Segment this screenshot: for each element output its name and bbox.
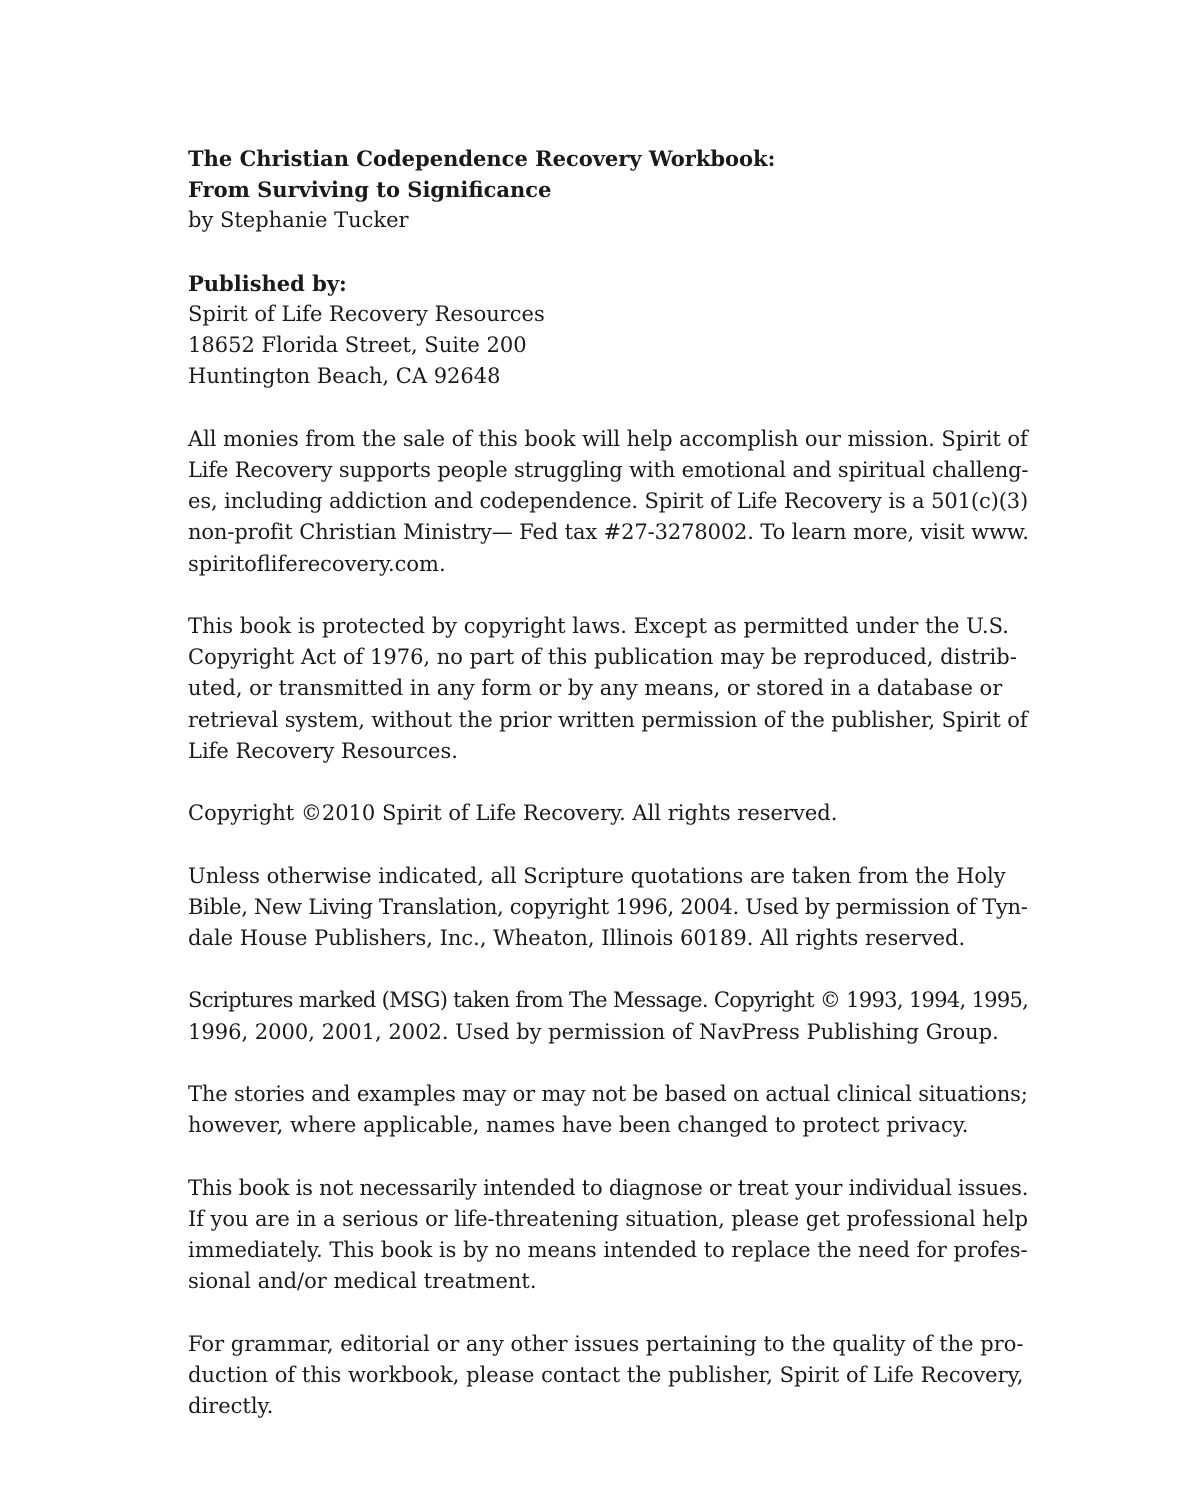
publisher-address-line1: 18652 Florida Street, Suite 200: [188, 333, 527, 358]
text-line: dale House Publishers, Inc., Wheaton, Illinois 60189. All rights reserved.: [188, 926, 966, 950]
book-title: The Christian Codependence Recovery Workbook:: [188, 146, 776, 171]
book-subtitle: From Surviving to Significance: [188, 177, 552, 203]
text-line: however, where applicable, names have been changed to protect privacy.: [188, 1113, 969, 1138]
text-line: duction of this workbook, please contact the publisher, Spirit of Life Recovery,: [188, 1362, 1024, 1387]
publisher-name: Spirit of Life Recovery Resources: [188, 302, 545, 326]
text-line: Life Recovery supports people struggling with emotional and spiritual challeng-: [188, 458, 1029, 482]
text-line: All monies from the sale of this book will help accomplish our mission. Spirit of: [188, 426, 1028, 451]
scripture-nlt-paragraph: [188, 861, 1028, 955]
text-line: Copyright ©2010 Spirit of Life Recovery. All rights reserved.: [188, 801, 838, 826]
text-line: If you are in a serious or life-threatening situation, please get professional help: [188, 1206, 1029, 1231]
copyright-page: [188, 143, 1028, 1453]
text-line: sional and/or medical treatment.: [188, 1269, 537, 1294]
title-block: [188, 143, 1028, 237]
scripture-msg-paragraph: [188, 985, 1028, 1047]
text-line: Unless otherwise indicated, all Scripture quotations are taken from the Holy: [188, 863, 1006, 888]
contact-paragraph: [188, 1329, 1028, 1423]
publisher-block: [188, 268, 1028, 393]
copyright-law-paragraph: [188, 611, 1028, 767]
text-line: Copyright Act of 1976, no part of this publication may be reproduced, distrib-: [188, 645, 1017, 670]
disclaimer-paragraph: [188, 1173, 1028, 1298]
stories-paragraph: [188, 1079, 1028, 1141]
text-line: This book is not necessarily intended to diagnose or treat your individual issues.: [188, 1175, 1029, 1200]
text-line: uted, or transmitted in any form or by any means, or stored in a database or: [188, 676, 1003, 701]
text-line: directly.: [188, 1393, 274, 1418]
text-line: non-profit Christian Ministry— Fed tax #27-3278002. To learn more, visit www.: [188, 520, 1029, 545]
text-line: For grammar, editorial or any other issues pertaining to the quality of the pro-: [188, 1331, 1024, 1356]
text-line: Bible, New Living Translation, copyright 1996, 2004. Used by permission of Tyn-: [188, 894, 1028, 919]
text-line: immediately. This book is by no means intended to replace the need for profes-: [188, 1237, 1028, 1262]
text-line: This book is protected by copyright laws. Except as permitted under the U.S.: [188, 614, 1009, 638]
publisher-heading: Published by:: [188, 270, 347, 296]
text-line: The stories and examples may or may not be based on actual clinical situations;: [188, 1081, 1028, 1106]
mission-paragraph: [188, 424, 1028, 580]
text-line: Scriptures marked (MSG) taken from The Message. Copyright © 1993, 1994, 1995,: [188, 988, 1029, 1013]
text-line: Life Recovery Resources.: [188, 738, 458, 763]
text-line: retrieval system, without the prior written permission of the publisher, Spirit of: [188, 707, 1028, 732]
publisher-address-line2: Huntington Beach, CA 92648: [188, 364, 501, 389]
text-line: spiritofliferecovery.com.: [188, 551, 446, 576]
author-line: by Stephanie Tucker: [188, 208, 409, 233]
text-line: 1996, 2000, 2001, 2002. Used by permission of NavPress Publishing Group.: [188, 1019, 999, 1044]
text-line: es, including addiction and codependence. Spirit of Life Recovery is a 501(c)(3): [188, 489, 1029, 514]
copyright-notice-paragraph: [188, 798, 1028, 829]
